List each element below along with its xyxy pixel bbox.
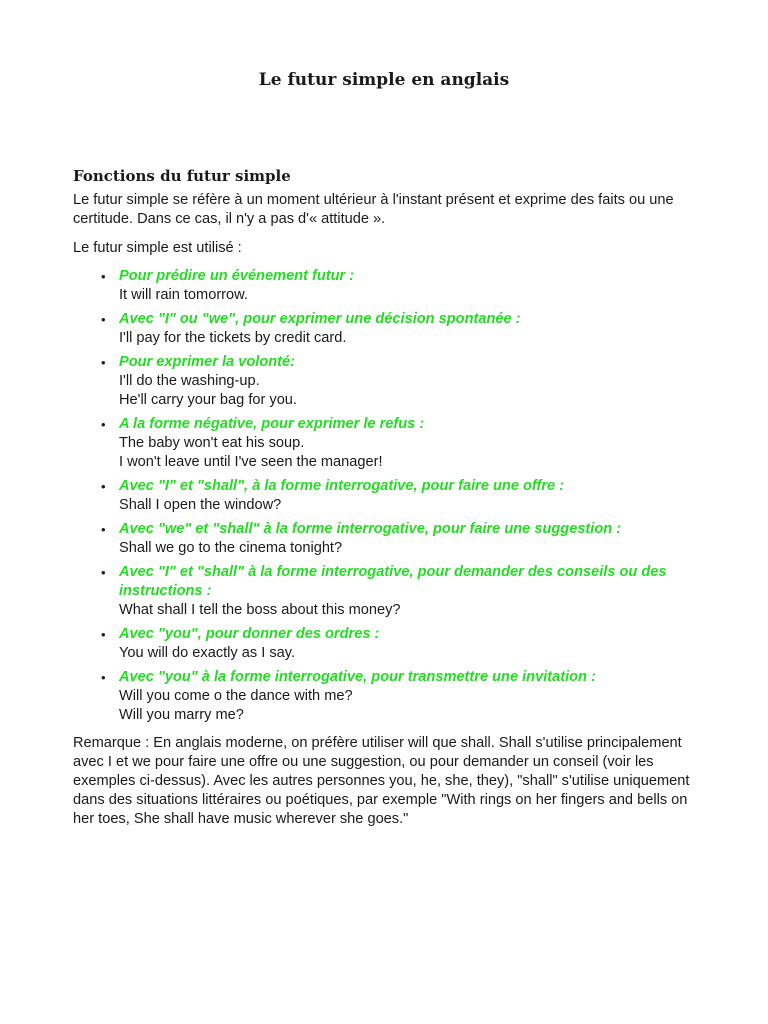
list-item [101, 668, 698, 725]
bullet-icon: • [101, 355, 106, 370]
usage-rule: Avec "I" et "shall" à la forme interrogative, pour demander des conseils ou des instructions : [119, 564, 667, 599]
usage-rule: Pour prédire un événement futur : [119, 268, 355, 284]
usage-rule: Avec "I" et "shall", à la forme interrogative, pour faire une offre : [119, 478, 565, 494]
usage-rule: Pour exprimer la volonté: [119, 354, 295, 370]
list-item [101, 625, 698, 663]
usage-example: I'll pay for the tickets by credit card. [119, 330, 347, 346]
usage-example: What shall I tell the boss about this money? [119, 602, 401, 618]
usage-rule: Avec "we" et "shall" à la forme interrogative, pour faire une suggestion : [119, 521, 622, 537]
bullet-icon: • [101, 417, 106, 432]
usage-example: It will rain tomorrow. [119, 287, 248, 303]
document-body [73, 166, 698, 829]
remark-paragraph: Remarque : En anglais moderne, on préfère utiliser will que shall. Shall s'utilise principalement avec I et we pour faire une offre ou une suggestion, ou pour demander un conseil (voir les exemples ci-dessus). Avec les autres personnes you, he, she, they), "shall" s'utilise uniquement dans des situations littéraires ou poétiques, par exemple "With rings on her fingers and bells on her toes, She shall have music wherever she goes." [73, 735, 690, 827]
list-item [101, 563, 698, 620]
usage-example: Shall we go to the cinema tonight? [119, 540, 343, 556]
list-item [101, 310, 698, 348]
usage-example: Will you marry me? [119, 707, 244, 723]
usage-rule: A la forme négative, pour exprimer le refus : [119, 416, 425, 432]
usage-label: Le futur simple est utilisé : [73, 240, 242, 256]
usage-example: He'll carry your bag for you. [119, 392, 297, 408]
usage-example: Will you come o the dance with me? [119, 688, 353, 704]
bullet-icon: • [101, 312, 106, 327]
usage-rule: Avec "I" ou "we", pour exprimer une décision spontanée : [119, 311, 521, 327]
bullet-icon: • [101, 670, 106, 685]
usage-example: The baby won't eat his soup. [119, 435, 305, 451]
list-item [101, 353, 698, 410]
intro-paragraph: Le futur simple se réfère à un moment ultérieur à l'instant présent et exprime des faits ou une certitude. Dans ce cas, il n'y a pas d'« attitude ». [73, 192, 674, 227]
list-item [101, 267, 698, 305]
uses-list [73, 267, 698, 725]
usage-example: You will do exactly as I say. [119, 645, 296, 661]
bullet-icon: • [101, 479, 106, 494]
document-title: Le futur simple en anglais [258, 70, 510, 90]
usage-example: I won't leave until I've seen the manager! [119, 454, 383, 470]
list-item [101, 415, 698, 472]
bullet-icon: • [101, 565, 106, 580]
bullet-icon: • [101, 522, 106, 537]
list-item [101, 520, 698, 558]
list-item [101, 477, 698, 515]
section-heading: Fonctions du futur simple [73, 167, 291, 185]
usage-example: Shall I open the window? [119, 497, 282, 513]
usage-rule: Avec "you", pour donner des ordres : [119, 626, 380, 642]
bullet-icon: • [101, 627, 106, 642]
usage-example: I'll do the washing-up. [119, 373, 260, 389]
bullet-icon: • [101, 269, 106, 284]
usage-rule: Avec "you" à la forme interrogative, pour transmettre une invitation : [119, 669, 596, 685]
